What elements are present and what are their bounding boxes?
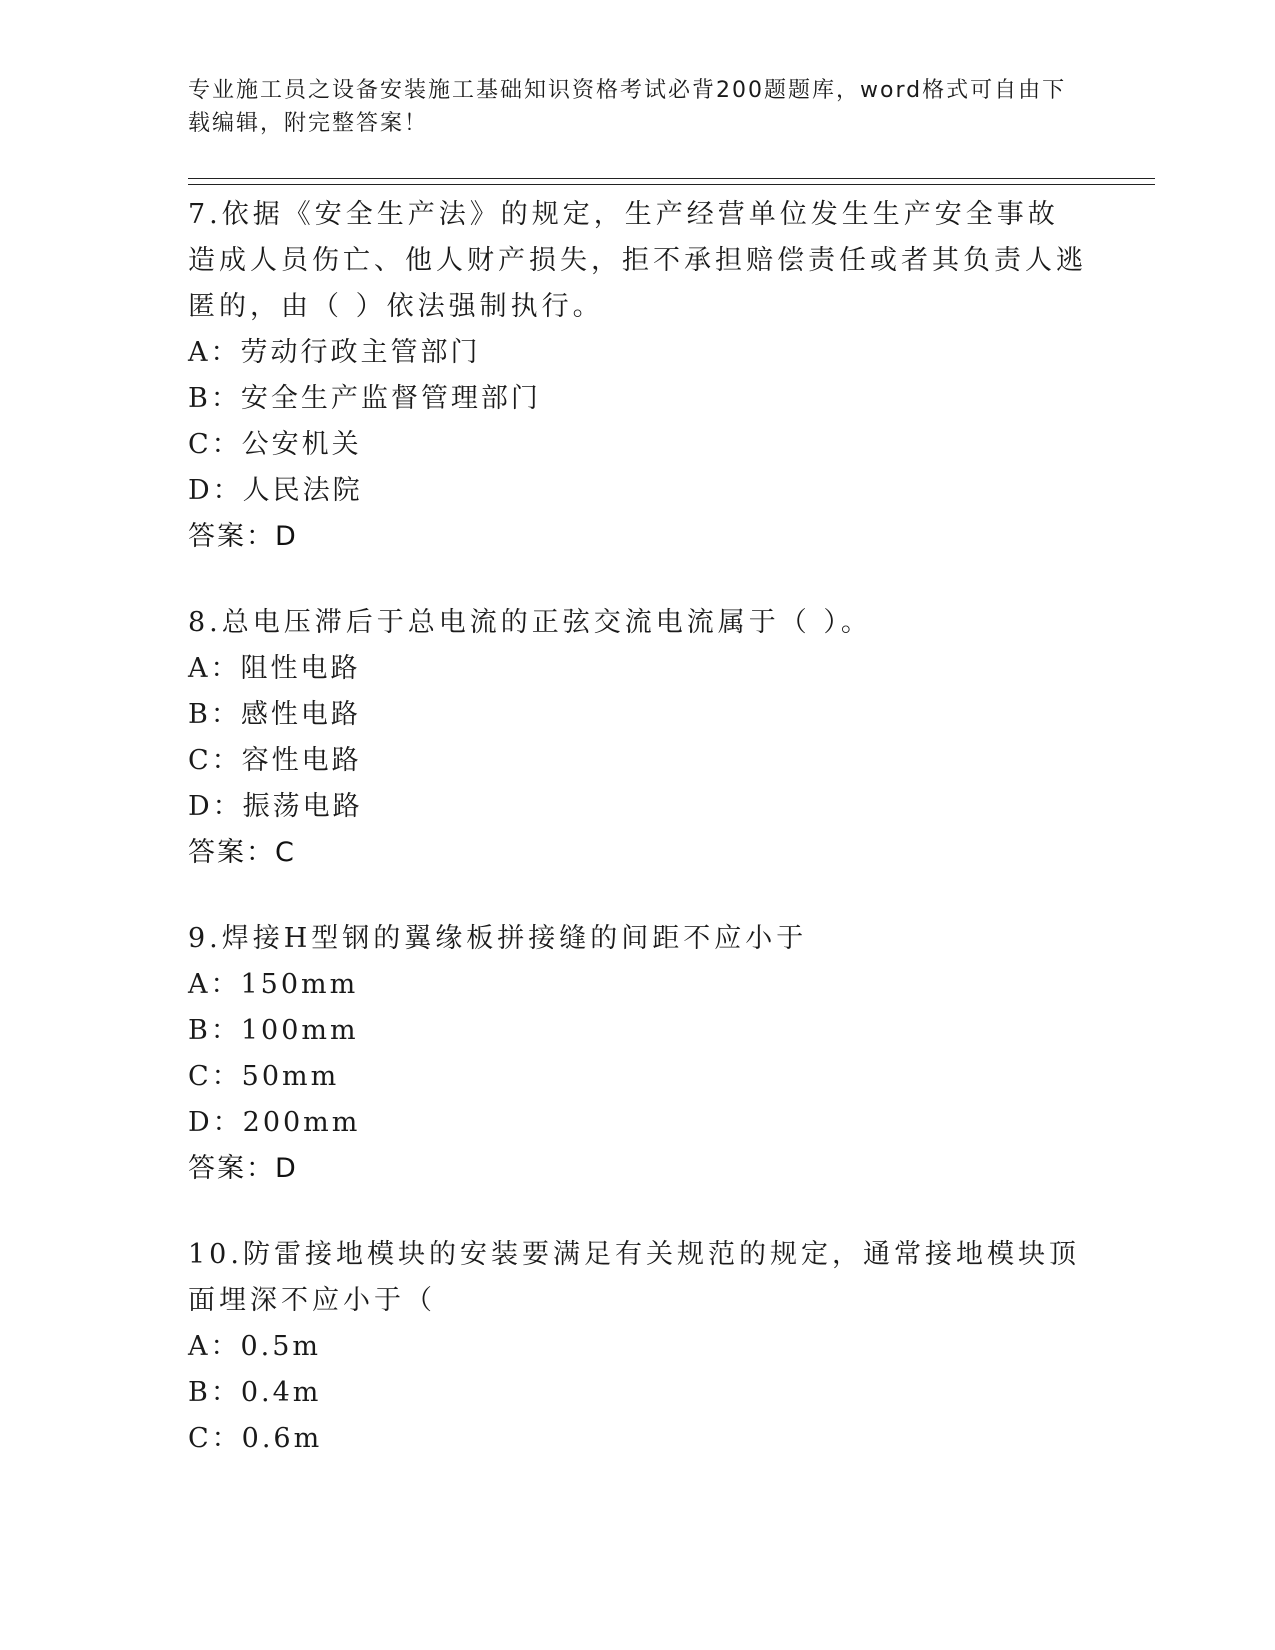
option-b: B：0.4m	[188, 1377, 322, 1408]
question-text: 10.防雷接地模块的安装要满足有关规范的规定，通常接地模块顶面埋深不应小于（	[188, 1239, 1080, 1316]
question-8	[188, 600, 1088, 876]
option-b: B：安全生产监督管理部门	[188, 383, 541, 414]
option-a: A：150mm	[188, 969, 359, 1000]
document-header: 专业施工员之设备安装施工基础知识资格考试必背200题题库，word格式可自由下载编辑，附完整答案！	[188, 78, 1067, 136]
question-list	[188, 192, 1088, 1494]
option-a: A：阻性电路	[188, 653, 361, 684]
answer: 答案：C	[188, 837, 296, 868]
option-b: B：感性电路	[188, 699, 361, 730]
question-7	[188, 192, 1088, 560]
option-c: C：0.6m	[188, 1423, 323, 1454]
option-a: A：劳动行政主管部门	[188, 337, 481, 368]
option-c: C：容性电路	[188, 745, 362, 776]
option-b: B：100mm	[188, 1015, 359, 1046]
option-d: D：人民法院	[188, 475, 363, 506]
question-10	[188, 1232, 1088, 1462]
option-d: D：200mm	[188, 1107, 361, 1138]
option-d: D：振荡电路	[188, 791, 363, 822]
header-divider-bottom	[188, 184, 1155, 185]
option-c: C：50mm	[188, 1061, 340, 1092]
header-divider-top	[188, 178, 1155, 179]
question-9	[188, 916, 1088, 1192]
answer: 答案：D	[188, 1153, 298, 1184]
question-text: 8.总电压滞后于总电流的正弦交流电流属于（ ）。	[188, 607, 872, 638]
question-text: 9.焊接H型钢的翼缘板拼接缝的间距不应小于	[188, 923, 808, 954]
question-text: 7.依据《安全生产法》的规定，生产经营单位发生生产安全事故造成人员伤亡、他人财产损失，拒不承担赔偿责任或者其负责人逃匿的，由（ ）依法强制执行。	[188, 199, 1087, 322]
option-c: C：公安机关	[188, 429, 362, 460]
option-a: A：0.5m	[188, 1331, 322, 1362]
answer: 答案：D	[188, 521, 298, 552]
